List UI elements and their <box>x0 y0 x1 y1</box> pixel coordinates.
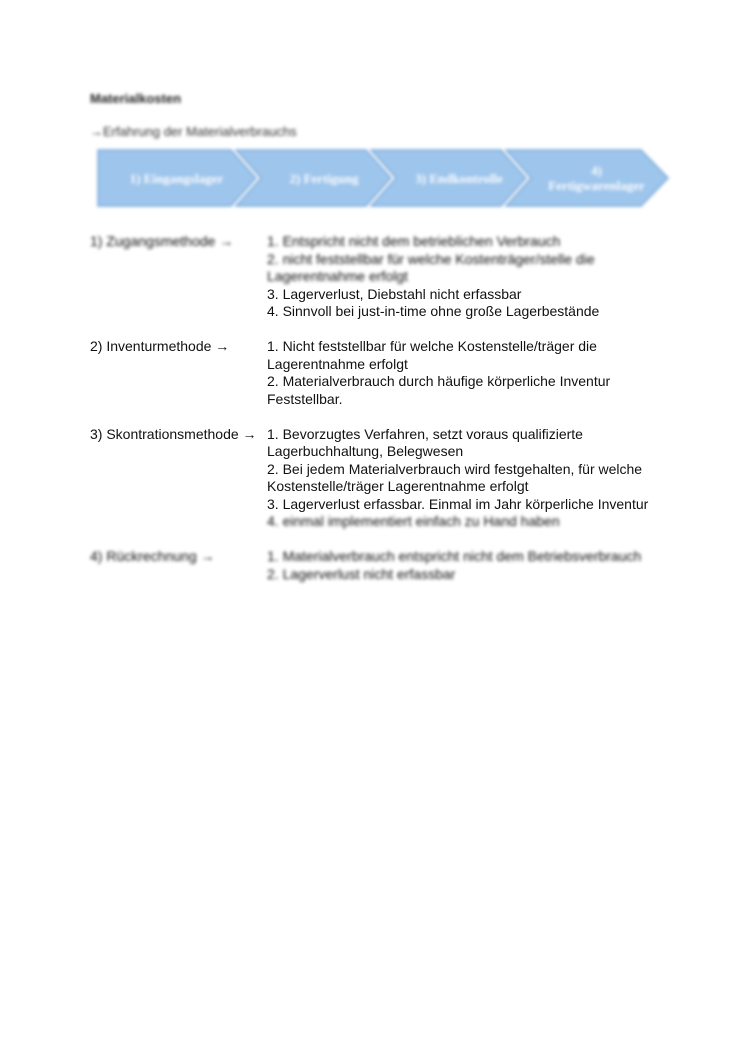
method-name: 2) Inventurmethode → <box>90 338 230 354</box>
process-step-3-label: 3) Endkontrolle <box>415 170 503 186</box>
method-point: 1. Materialverbrauch entspricht nicht dem Betriebsverbrauch <box>267 548 642 564</box>
method-points <box>267 548 650 583</box>
method-point: 2. Bei jedem Materialverbrauch wird festgehalten, für welche Kostenstelle/träger Lagerentnahme erfolgt <box>267 460 643 494</box>
method-point: 2. nicht feststellbar für welche Kostenträger/stelle die Lagerentnahme erfolgt <box>267 250 595 284</box>
method-point: 4. Sinnvoll bei just-in-time ohne große Lagerbestände <box>267 303 600 319</box>
method-name: 3) Skontrationsmethode → <box>90 425 257 442</box>
method-point: 2. Lagerverlust nicht erfassbar <box>267 565 456 582</box>
method-point: 3. Lagerverlust erfassbar. Einmal im Jahr körperliche Inventur <box>267 495 649 512</box>
method-points <box>267 233 650 321</box>
method-row <box>90 338 650 408</box>
method-point: 4. einmal implementiert einfach zu Hand haben <box>267 513 560 529</box>
page-title: Materialkosten <box>90 91 182 106</box>
method-row <box>90 548 650 583</box>
method-row <box>90 233 650 321</box>
method-point: 1. Nicht feststellbar für welche Kostenstelle/träger die Lagerentnahme erfolgt <box>267 338 597 372</box>
method-point: 1. Entspricht nicht dem betrieblichen Verbrauch <box>267 233 561 249</box>
methods-list <box>90 233 650 601</box>
method-name: 4) Rückrechnung → <box>90 548 215 564</box>
process-step-1-label: 1) Eingangslager <box>129 170 224 186</box>
process-flow <box>96 148 671 208</box>
method-points <box>267 338 650 408</box>
method-point: 1. Bevorzugtes Verfahren, setzt voraus qualifizierte Lagerbuchhaltung, Belegwesen <box>267 425 583 459</box>
process-step-4-label: 4) Fertigwarenlager <box>548 163 645 193</box>
method-name: 1) Zugangsmethode → <box>90 233 234 249</box>
method-row <box>90 426 650 531</box>
method-point: 2. Materialverbrauch durch häufige körperliche Inventur Feststellbar. <box>267 373 611 407</box>
page-subtitle: →Erfahrung der Materialverbrauchs <box>90 124 297 139</box>
method-points <box>267 426 650 531</box>
method-point: 3. Lagerverlust, Diebstahl nicht erfassbar <box>267 285 522 302</box>
process-step-2-label: 2) Fertigung <box>289 170 359 186</box>
